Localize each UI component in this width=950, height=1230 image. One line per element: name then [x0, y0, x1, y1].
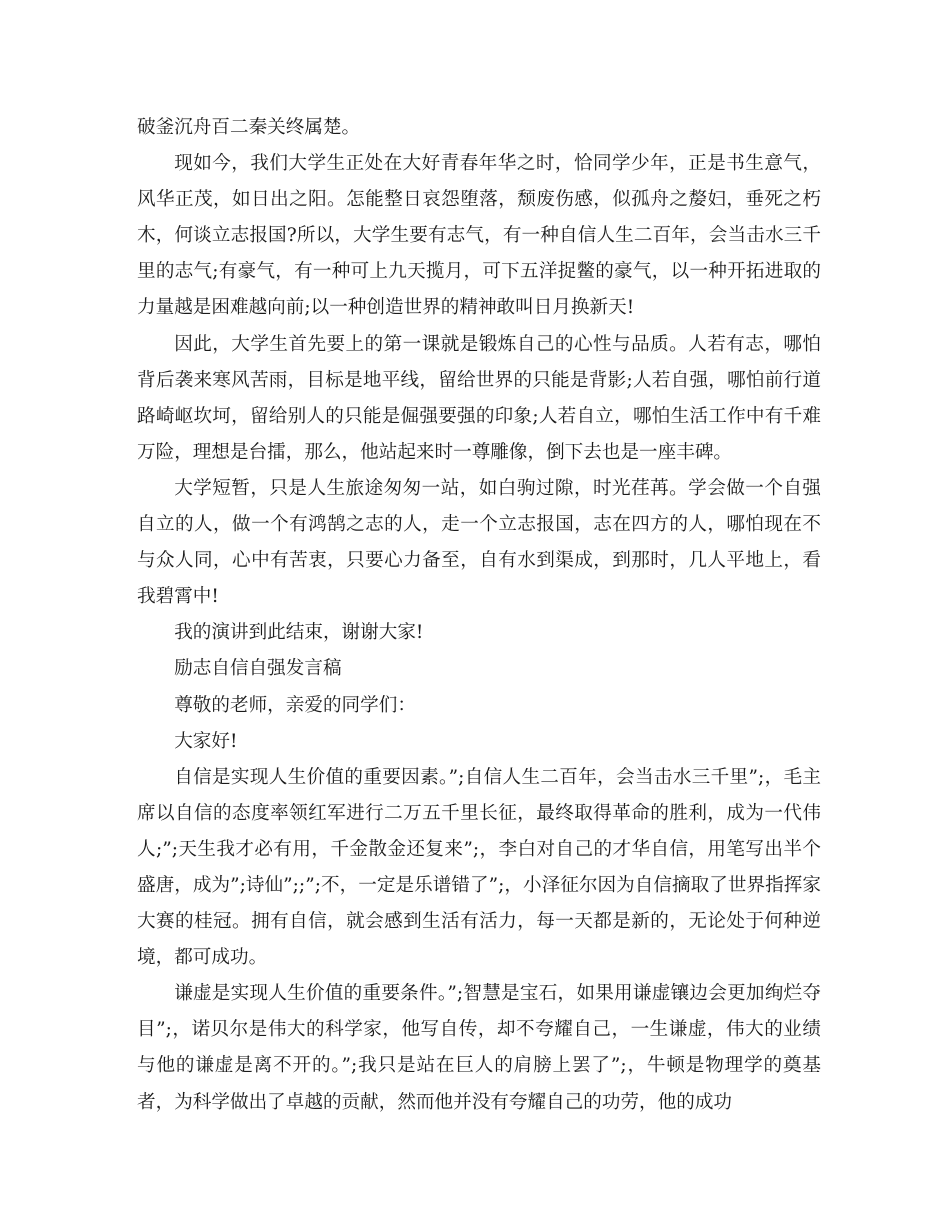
paragraph-1: 破釜沉舟百二秦关终属楚。: [137, 117, 361, 138]
paragraph-2: 现如今，我们大学生正处在大好青春年华之时，恰同学少年，正是书生意气，风华正茂，如日出之阳。怎能整日哀怨堕落，颓废伤感，似孤舟之嫠妇，垂死之朽木，何谈立志报国?所以，大学生要有志气，有一种自信人生二百年，会当击水三千里的志气;有豪气，有一种可上九天揽月，可下五洋捉鳖的豪气，以一种开拓进取的力量越是困难越向前;以一种创造世界的精神敢叫日月换新天!: [137, 153, 821, 319]
paragraph-3: 因此，大学生首先要上的第一课就是锻炼自己的心性与品质。人若有志，哪怕背后袭来寒风苦雨，目标是地平线，留给世界的只能是背影;人若自强，哪怕前行道路崎岖坎坷，留给别人的只能是倔强要强的印象;人若自立，哪怕生活工作中有千难万险，理想是台擂，那么，他站起来时一尊雕像，倒下去也是一座丰碑。: [137, 333, 821, 463]
paragraph-confidence: 自信是实现人生价值的重要因素。”;自信人生二百年，会当击水三千里”;，毛主席以自信的态度率领红军进行二万五千里长征，最终取得革命的胜利，成为一代伟人;”;天生我才必有用，千金散金还复来”;，李白对自己的才华自信，用笔写出半个盛唐，成为”;诗仙”;;”;不，一定是乐谱错了”;，小泽征尔因为自信摘取了世界指挥家大赛的桂冠。拥有自信，就会感到生活有活力，每一天都是新的，无论处于何种逆境，都可成功。: [137, 766, 821, 969]
paragraph-4: 大学短暂，只是人生旅途匆匆一站，如白驹过隙，时光荏苒。学会做一个自强自立的人，做一个有鸿鹄之志的人，走一个立志报国，志在四方的人，哪怕现在不与众人同，心中有苦衷，只要心力备至，自有水到渠成，到那时，几人平地上，看我碧霄中!: [137, 477, 821, 608]
greeting: 大家好!: [174, 730, 238, 752]
document-body: [137, 110, 821, 1121]
paragraph-modesty: 谦虚是实现人生价值的重要条件。”;智慧是宝石，如果用谦虚镶边会更加绚烂夺目”;，诺贝尔是伟大的科学家，他写自传，却不夸耀自己，一生谦虚，伟大的业绩与他的谦虚是离不开的。”;我只是站在巨人的肩膀上罢了”;，牛顿是物理学的奠基者，为科学做出了卓越的贡献，然而他并没有夸耀自己的功劳，他的成功: [137, 983, 821, 1113]
speech-title: 励志自信自强发言稿: [174, 658, 342, 680]
closing-line: 我的演讲到此结束，谢谢大家!: [174, 622, 424, 644]
salutation: 尊敬的老师，亲爱的同学们：: [174, 694, 416, 716]
